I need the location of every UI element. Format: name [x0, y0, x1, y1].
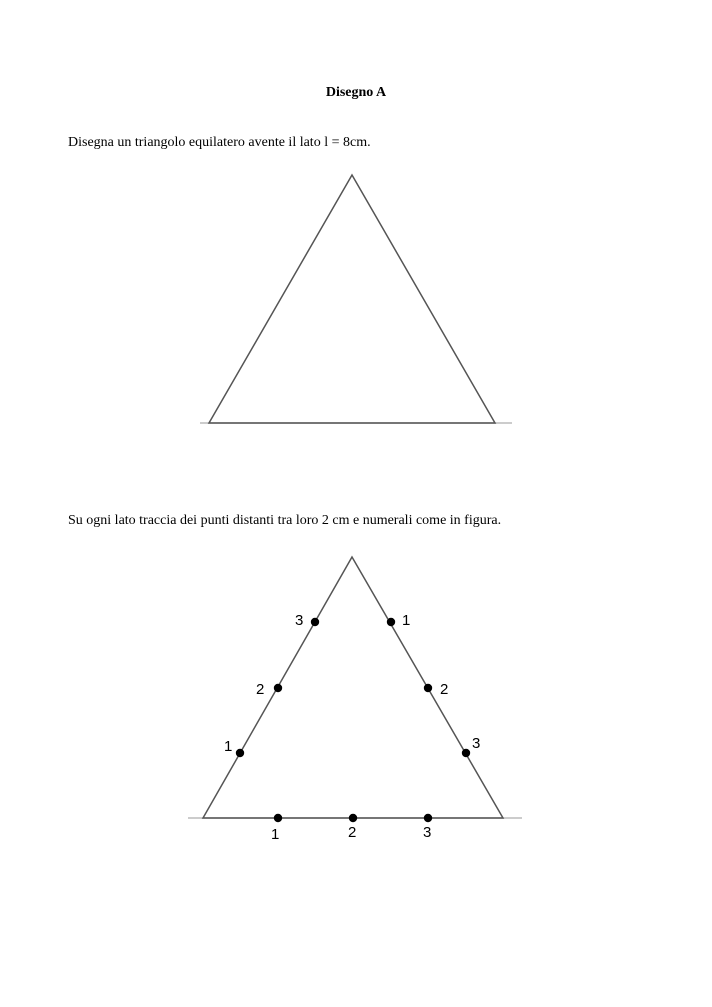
document-title: Disegno A [325, 85, 387, 100]
figure-2-triangle-outline [203, 557, 503, 818]
instruction-mark-points: Su ogni lato traccia dei punti distanti tra loro 2 cm e numerali come in figura. [68, 513, 502, 528]
instruction-draw-triangle: Disegna un triangolo equilatero avente il lato l = 8cm. [68, 135, 371, 150]
figure-1-triangle [200, 175, 512, 423]
right-side-point-1 [387, 618, 395, 626]
left-side-label-1: 1 [224, 738, 233, 755]
right-side-label-1: 1 [402, 612, 411, 629]
base-label-2: 2 [348, 824, 357, 841]
base-label-3: 3 [423, 824, 432, 841]
figure-1-triangle-outline [209, 175, 495, 423]
base-point-3 [424, 814, 432, 822]
right-side-point-3 [462, 749, 470, 757]
left-side-point-2 [274, 684, 282, 692]
left-side-label-3: 3 [295, 612, 304, 629]
figure-2-triangle [188, 557, 522, 843]
left-side-label-2: 2 [256, 681, 265, 698]
right-side-label-3: 3 [472, 735, 481, 752]
base-label-1: 1 [271, 826, 280, 843]
left-side-point-1 [236, 749, 244, 757]
right-side-point-2 [424, 684, 432, 692]
left-side-point-3 [311, 618, 319, 626]
right-side-label-2: 2 [440, 681, 449, 698]
base-point-1 [274, 814, 282, 822]
base-point-2 [349, 814, 357, 822]
